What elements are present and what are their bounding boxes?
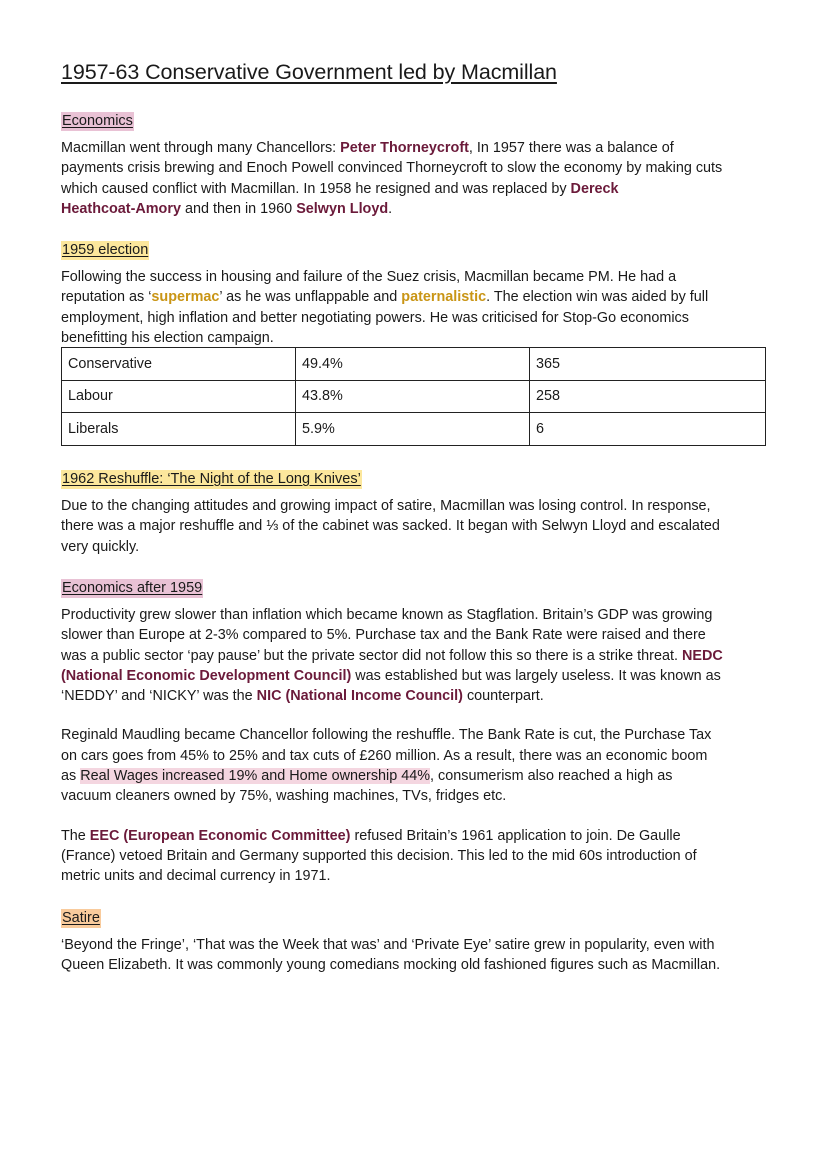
heading-economics: Economics (62, 113, 133, 129)
heading-satire: Satire (62, 910, 100, 926)
heading-1962-reshuffle: 1962 Reshuffle: ‘The Night of the Long Knives’ (62, 471, 361, 487)
table-cell-vote: 5.9% (296, 413, 530, 446)
term-paternalistic: paternalistic (401, 289, 487, 306)
term-nedc: NEDC (681, 647, 723, 664)
table-cell-vote: 43.8% (296, 380, 530, 413)
reshuffle-paragraph: Due to the changing attitudes and growing impact of satire, Macmillan was losing control. In response, there was a major reshuffle and ⅓ of the cabinet was sacked. It began with Selwyn Lloyd and escalated very quickly. (61, 498, 720, 555)
table-row (62, 413, 766, 446)
table-cell-party: Conservative (62, 348, 296, 381)
table-cell-seats: 365 (530, 348, 766, 381)
page-title: 1957-63 Conservative Government led by Macmillan (61, 60, 557, 84)
section-1959-election (61, 241, 766, 348)
table-cell-party: Liberals (62, 413, 296, 446)
election-paragraph: Following the success in housing and failure of the Suez crisis, Macmillan became PM. He had a reputation as ‘supermac’ as he was unflappable and paternalistic. The election win was aided by full employment, high inflation and better negotiating powers. He was criticised for Stop-Go economics benefitting his election campaign. (61, 269, 709, 346)
econ-after-paragraph-2: Reginald Maudling became Chancellor following the reshuffle. The Bank Rate is cut, the Purchase Tax on cars goes from 45% to 25% and tax cuts of £260 million. As a result, there was an economic boom as Real Wages increased 19% and Home ownership 44%, consumerism also reached a high as vacuum cleaners owned by 75%, washing machines, TVs, fridges etc. (61, 727, 712, 805)
economics-paragraph: Macmillan went through many Chancellors: Peter Thorneycroft, In 1957 there was a balance of payments crisis brewing and Enoch Powell convinced Thorneycroft to slow the economy by making cuts which caused conflict with Macmillan. In 1958 he resigned and was replaced by Dereck Heathcoat-Amory and then in 1960 Selwyn Lloyd. (61, 140, 723, 217)
heading-economics-after-1959: Economics after 1959 (62, 580, 203, 596)
econ-after-paragraph-3: The EEC (European Economic Committee) refused Britain’s 1961 application to join. De Gaulle (France) vetoed Britain and Germany supported this decision. This led to the mid 60s introduction of metric units and decimal currency in 1971. (61, 827, 697, 885)
term-nic: NIC (National Income Council) (256, 688, 463, 705)
name-heathcoat-amory: Heathcoat-Amory (61, 200, 181, 217)
table-cell-seats: 258 (530, 380, 766, 413)
table-cell-vote: 49.4% (296, 348, 530, 381)
section-economics (61, 112, 766, 219)
heading-1959-election: 1959 election (62, 242, 149, 258)
satire-paragraph: ‘Beyond the Fringe’, ‘That was the Week that was’ and ‘Private Eye’ satire grew in popularity, even with Queen Elizabeth. It was commonly young comedians mocking old fashioned figures such as Macmillan. (61, 937, 721, 974)
name-peter-thorneycroft: Peter Thorneycroft (340, 140, 469, 156)
name-selwyn-lloyd: Selwyn Lloyd (296, 200, 389, 217)
table-row (62, 380, 766, 413)
highlight-real-wages: Real Wages increased 19% and Home ownership 44% (80, 768, 431, 785)
election-results-table (61, 347, 766, 446)
name-dereck: Dereck (570, 180, 619, 197)
section-1962-reshuffle (61, 470, 766, 557)
term-nedc-full: (National Economic Development Council) (61, 667, 352, 684)
table-row (62, 348, 766, 381)
section-economics-after-1959 (61, 579, 766, 887)
term-supermac: supermac (151, 289, 220, 306)
econ-after-paragraph-1: Productivity grew slower than inflation which became known as Stagflation. Britain’s GDP was growing slower than Europe at 2-3% compared to 5%. Purchase tax and the Bank Rate were raised and there was a public sector ‘pay pause’ but the private sector did not follow this so there is a strike threat. NEDC (National Economic Development Council) was established but was largely useless. It was known as ‘NEDDY’ and ‘NICKY’ was the NIC (National Income Council) counterpart. (61, 607, 723, 705)
table-cell-party: Labour (62, 380, 296, 413)
table-cell-seats: 6 (530, 413, 766, 446)
section-satire (61, 909, 766, 976)
term-eec: EEC (European Economic Committee) (89, 827, 351, 844)
